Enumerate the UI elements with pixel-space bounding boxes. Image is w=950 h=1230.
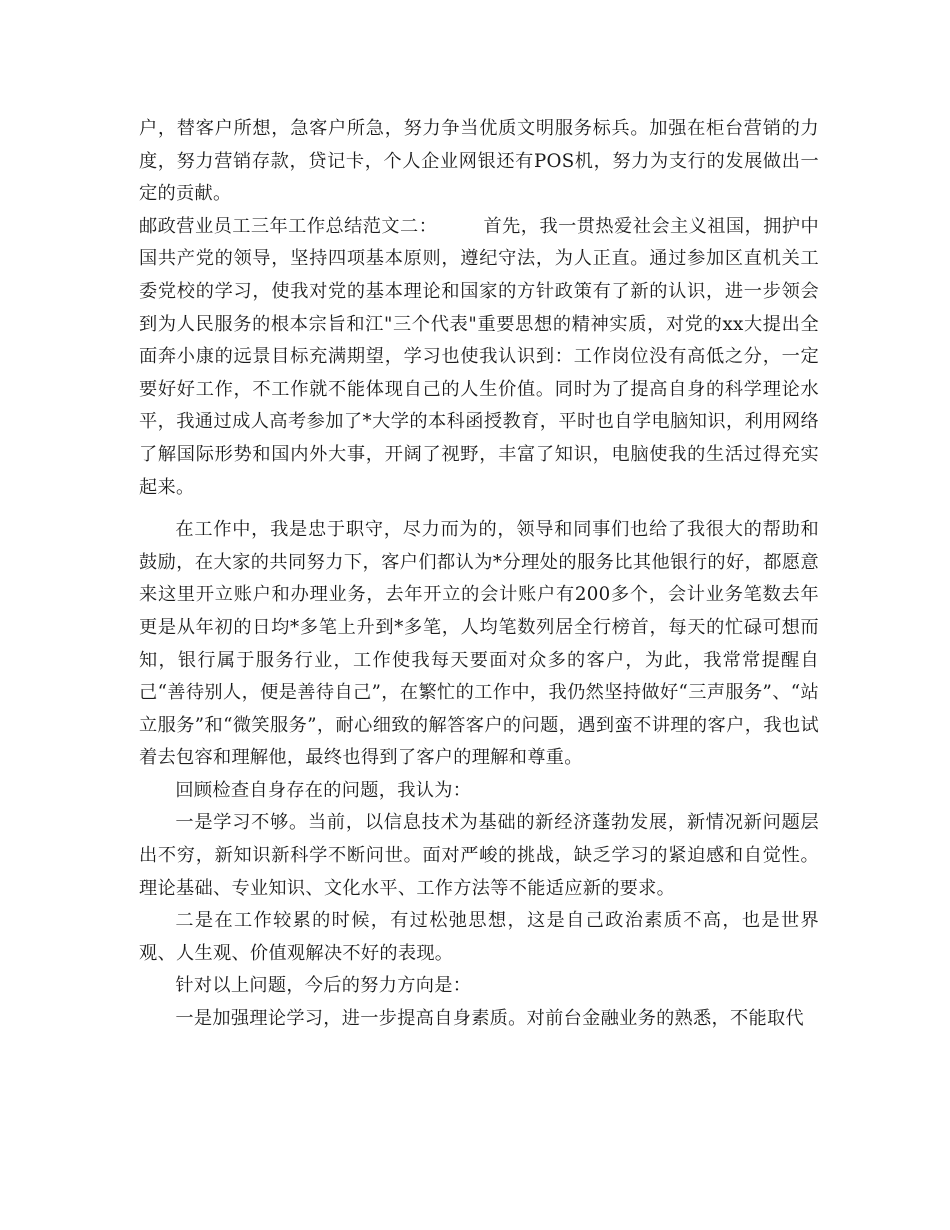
paragraph-2-body: 首先，我一贯热爱社会主义祖国，拥护中国共产党的领导，坚持四项基本原则，遵纪守法，为人正直。通过参加区直机关工委党校的学习，使我对党的基本理论和国家的方针政策有了新的认识，进一步领会到为人民服务的根本宗旨和江"三个代表"重要思想的精神实质，对党的xx大提出全面奔小康的远景目标充满期望，学习也使我认识到：工作岗位没有高低之分，一定要好好工作，不工作就不能体现自己的人生价值。同时为了提高自身的科学理论水平，我通过成人高考参加了*大学的本科函授教育，平时也自学电脑知识，利用网络了解国际形势和国内外大事，开阔了视野，丰富了知识，电脑使我的生活过得充实起来。 [139, 215, 819, 498]
paragraph-2 [139, 211, 819, 504]
paragraph-5: 一是学习不够。当前，以信息技术为基础的新经济蓬勃发展，新情况新问题层出不穷，新知识新科学不断问世。面对严峻的挑战，缺乏学习的紧迫感和自觉性。理论基础、专业知识、文化水平、工作方法等不能适应新的要求。 [139, 812, 819, 899]
section-title: 邮政营业员工三年工作总结范文二： [139, 215, 438, 237]
document-body [139, 113, 819, 1036]
paragraph-1: 户，替客户所想，急客户所急，努力争当优质文明服务标兵。加强在柜台营销的力度，努力营销存款，贷记卡，个人企业网银还有POS机，努力为支行的发展做出一定的贡献。 [139, 118, 819, 205]
paragraph-8: 一是加强理论学习，进一步提高自身素质。对前台金融业务的熟悉，不能取代 [175, 1008, 804, 1030]
paragraph-3: 在工作中，我是忠于职守，尽力而为的，领导和同事们也给了我很大的帮助和鼓励，在大家的共同努力下，客户们都认为*分理处的服务比其他银行的好，都愿意来这里开立账户和办理业务，去年开立的会计账户有200多个，会计业务笔数去年更是从年初的日均*多笔上升到*多笔，人均笔数列居全行榜首，每天的忙碌可想而知，银行属于服务行业，工作使我每天要面对众多的客户，为此，我常常提醒自己“善待别人，便是善待自己”，在繁忙的工作中，我仍然坚持做好“三声服务”、“站立服务”和“微笑服务”，耐心细致的解答客户的问题，遇到蛮不讲理的客户，我也试着去包容和理解他，最终也得到了客户的理解和尊重。 [139, 519, 819, 769]
paragraph-7: 针对以上问题，今后的努力方向是： [175, 975, 472, 997]
paragraph-spacer [139, 504, 819, 514]
paragraph-4: 回顾检查自身存在的问题，我认为： [175, 779, 472, 801]
paragraph-6: 二是在工作较累的时候，有过松弛思想，这是自己政治素质不高，也是世界观、人生观、价值观解决不好的表现。 [139, 910, 819, 964]
